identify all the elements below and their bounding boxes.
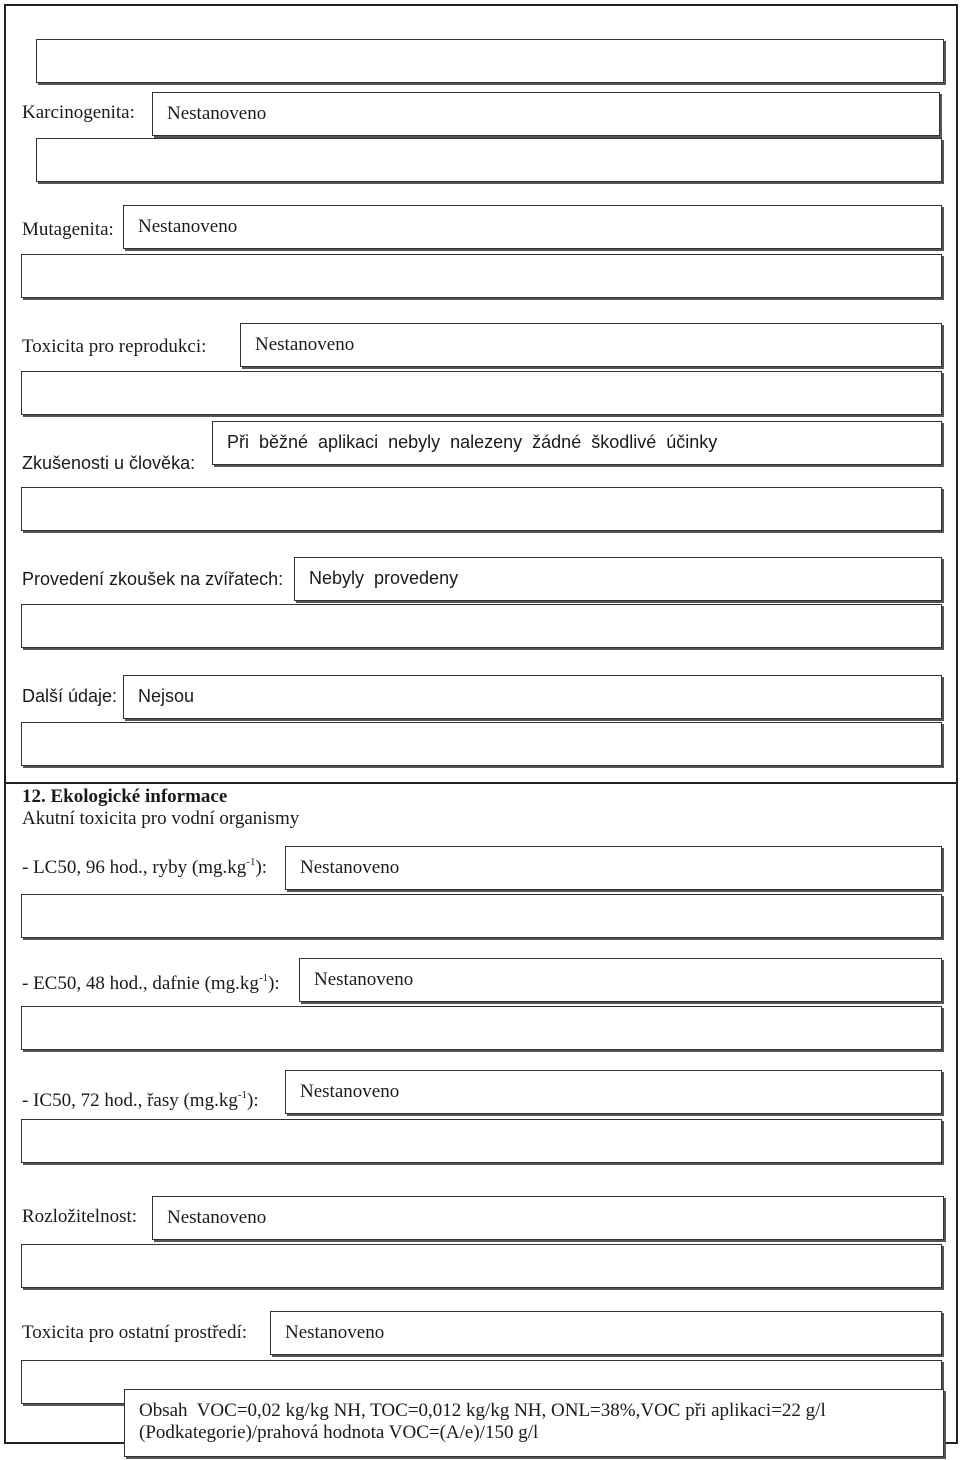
ic50-label-main: - IC50, 72 hod., řasy (mg.kg — [22, 1090, 238, 1111]
karcinogenita-value: Nestanoveno — [152, 92, 940, 136]
ic50-label — [22, 1089, 259, 1112]
zkousky-zviratech-label: Provedení zkoušek na zvířatech: — [22, 569, 284, 589]
dalsi-udaje-label: Další údaje: — [22, 686, 118, 706]
zkusenosti-label: Zkušenosti u člověka: — [22, 453, 196, 473]
section-subheading: Akutní toxicita pro vodní organismy — [22, 808, 300, 829]
ic50-label-sup: -1 — [237, 1089, 248, 1101]
section-heading: 12. Ekologické informace — [22, 786, 228, 807]
lc50-label-sup: -1 — [246, 856, 256, 868]
toxicita-reprodukci-label: Toxicita pro reprodukci: — [22, 336, 207, 357]
empty-field — [21, 894, 942, 938]
empty-field — [21, 371, 942, 415]
rozlozitelnost-label: Rozložitelnost: — [22, 1206, 138, 1227]
karcinogenita-label: Karcinogenita: — [22, 102, 135, 123]
empty-field — [21, 722, 942, 766]
voc-note-line2: (Podkategorie)/prahová hodnota VOC=(A/e)/150 g/l — [139, 1422, 539, 1443]
rozlozitelnost-value: Nestanoveno — [152, 1196, 944, 1240]
lc50-value: Nestanoveno — [285, 846, 942, 890]
toxicita-prostredi-value: Nestanoveno — [270, 1311, 942, 1355]
toxicita-prostredi-label: Toxicita pro ostatní prostředí: — [22, 1322, 248, 1343]
zkousky-zviratech-value: Nebyly provedeny — [294, 557, 942, 601]
empty-field — [21, 1006, 942, 1050]
empty-field — [21, 1119, 942, 1163]
lc50-label — [22, 856, 267, 879]
toxicita-reprodukci-value: Nestanoveno — [240, 323, 942, 367]
empty-field — [21, 254, 942, 298]
empty-field — [36, 39, 944, 83]
ec50-label-main: - EC50, 48 hod., dafnie (mg.kg — [22, 973, 259, 994]
empty-field — [21, 1244, 942, 1288]
mutagenita-value: Nestanoveno — [123, 205, 942, 249]
dalsi-udaje-value: Nejsou — [123, 675, 942, 719]
ic50-label-end: ): — [247, 1090, 259, 1111]
ec50-label — [22, 972, 280, 995]
empty-field — [36, 138, 942, 182]
ec50-label-end: ): — [268, 973, 280, 994]
empty-field — [21, 487, 942, 531]
ec50-value: Nestanoveno — [299, 958, 942, 1002]
lc50-label-main: - LC50, 96 hod., ryby (mg.kg — [22, 857, 247, 878]
voc-note-line1: Obsah VOC=0,02 kg/kg NH, TOC=0,012 kg/kg NH, ONL=38%,VOC při aplikaci=22 g/l — [139, 1400, 826, 1421]
ec50-label-sup: -1 — [258, 972, 269, 984]
ic50-value: Nestanoveno — [285, 1070, 942, 1114]
lc50-label-end: ): — [255, 857, 268, 878]
voc-note — [124, 1389, 944, 1457]
mutagenita-label: Mutagenita: — [22, 219, 114, 240]
empty-field — [21, 604, 942, 648]
zkusenosti-value: Při běžné aplikaci nebyly nalezeny žádné škodlivé účinky — [212, 421, 942, 465]
